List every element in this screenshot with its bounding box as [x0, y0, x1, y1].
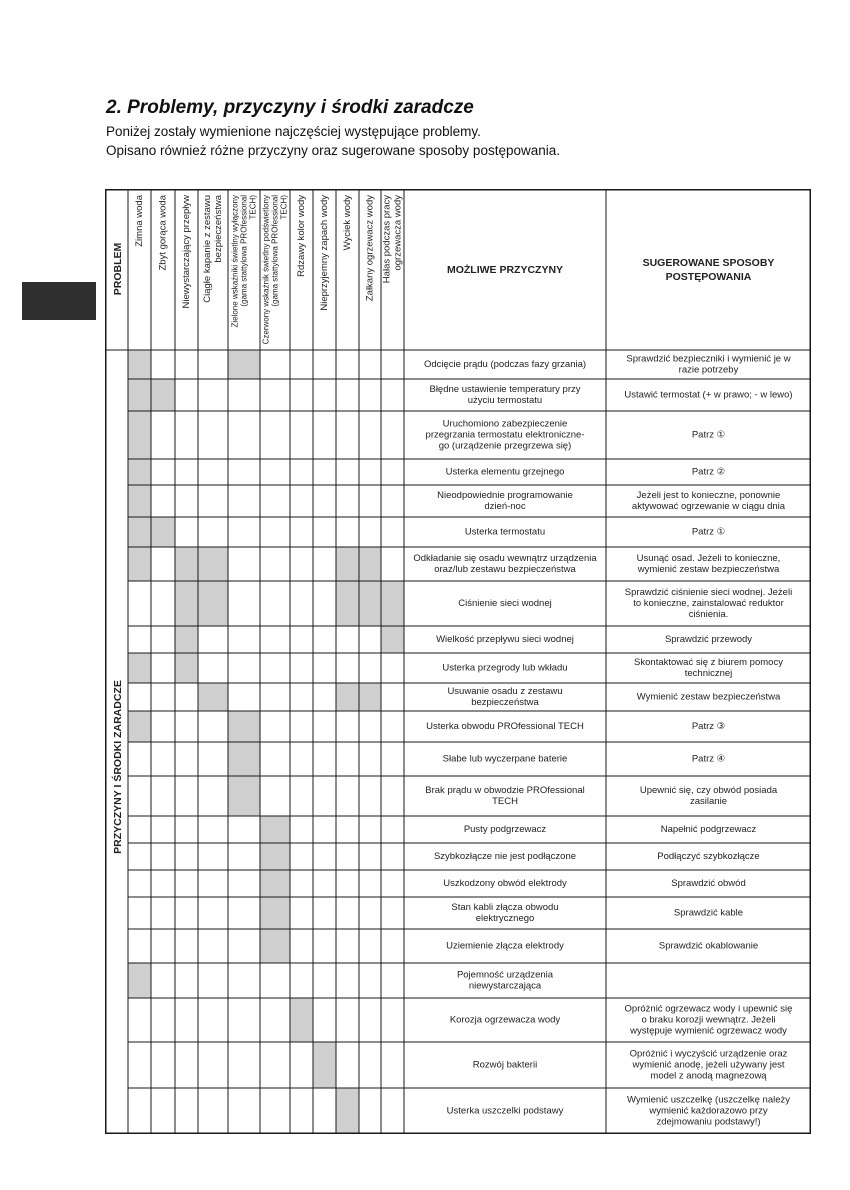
problem-mark	[175, 626, 198, 653]
remedy-text: zdejmowaniu podstawy!)	[656, 1116, 761, 1128]
intro-line-2: Opisano również różne przyczyny oraz sugerowane sposoby postępowania.	[106, 143, 560, 158]
problem-mark	[260, 929, 290, 963]
problem-label: Zbyt gorąca woda	[157, 195, 169, 271]
problem-mark	[128, 963, 151, 998]
problem-header: PROBLEM	[112, 242, 124, 296]
problem-mark	[198, 683, 228, 711]
problem-mark	[151, 517, 175, 547]
cause-text: Pojemność urządzenia	[456, 969, 554, 981]
problems-table	[105, 189, 811, 1134]
cause-text: Usterka przegrody lub wkładu	[442, 662, 568, 674]
problem-mark	[198, 547, 228, 581]
problem-mark	[359, 547, 381, 581]
problem-mark	[336, 581, 359, 626]
problem-label: bezpieczeństwa	[212, 195, 224, 263]
problem-label: Zimna woda	[134, 195, 145, 247]
remedy-text: Podłączyć szybkozłącze	[657, 851, 760, 862]
intro-line-1: Poniżej zostały wymienione najczęściej występujące problemy.	[106, 124, 481, 139]
remedy-text: wymienić anodę, jeżeli używany jest	[632, 1059, 785, 1071]
problem-mark	[381, 626, 404, 653]
problem-mark	[128, 711, 151, 742]
cause-text: Szybkozłącze nie jest podłączone	[433, 851, 577, 862]
cause-text: Uszkodzony obwód elektrody	[443, 878, 567, 889]
remedy-text: zasilanie	[690, 796, 727, 808]
problem-label: (gama stattylowa PROfessional	[270, 195, 280, 307]
remedy-text: Sprawdzić kable	[673, 907, 744, 919]
cause-text: Słabe lub wyczerpane baterie	[442, 753, 568, 765]
problem-label: Niewystarczający przepływ	[181, 195, 192, 309]
remedy-text: to konieczne, zainstalować reduktor	[633, 598, 784, 609]
remedy-text: Sprawdzić ciśnienie sieci wodnej. Jeżeli	[624, 586, 793, 598]
cause-text: bezpieczeństwa	[471, 697, 539, 709]
remedy-text: Opróżnić i wyczyścić urządzenie oraz	[629, 1048, 788, 1060]
remedy-text: wymienić zestaw bezpieczeństwa	[637, 564, 780, 576]
cause-text: Odcięcie prądu (podczas fazy grzania)	[423, 359, 587, 370]
remedy-text: Wymienić zestaw bezpieczeństwa	[636, 691, 781, 703]
remedy-text: Napełnić podgrzewacz	[660, 824, 757, 835]
cause-text: Usterka obwodu PROfessional TECH	[426, 721, 584, 732]
cause-text: Nieodpowiednie programowanie	[437, 489, 573, 501]
cause-text: Brak prądu w obwodzie PROfessional	[425, 784, 585, 796]
remedy-text: Patrz ①	[691, 526, 726, 538]
remedy-text: Patrz ③	[691, 721, 726, 732]
problem-mark	[151, 379, 175, 411]
cause-text: dzień-noc	[484, 501, 526, 513]
remedy-text: Sprawdzić przewody	[664, 634, 753, 645]
problem-mark	[175, 653, 198, 683]
remedy-text: Patrz ②	[691, 466, 726, 478]
problem-mark	[198, 581, 228, 626]
cause-text: elektrycznego	[475, 913, 535, 925]
remedy-text: technicznej	[684, 668, 733, 680]
cause-text: Uruchomiono zabezpieczenie	[442, 418, 568, 430]
remedy-text: wymienić każdorazowo przy	[649, 1105, 768, 1117]
problem-label: Załkany ogrzewacz wody	[364, 195, 376, 302]
remedy-text: Skontaktować się z biurem pomocy	[634, 656, 783, 668]
remedy-text: Opróżnić ogrzewacz wody i upewnić się	[624, 1003, 793, 1015]
problem-mark	[260, 816, 290, 843]
page-title: 2. Problemy, przyczyny i środki zaradcze	[106, 97, 474, 118]
remedy-text: ciśnienia.	[688, 609, 729, 621]
remedy-text: Sprawdzić obwód	[671, 878, 746, 889]
remedy-text: Patrz ④	[691, 753, 726, 765]
remedy-text: Upewnić się, czy obwód posiada	[639, 784, 778, 796]
problem-label: Zielone wskaźniki świetlny wyłączony	[230, 195, 240, 328]
cause-text: Błędne ustawienie temperatury przy	[429, 383, 581, 395]
remedy-text: Usunąć osad. Jeżeli to konieczne,	[636, 552, 781, 564]
problem-label: TECH)	[248, 195, 258, 220]
problem-label: Hałas podczas pracy	[381, 195, 393, 284]
problem-mark	[128, 350, 151, 379]
problem-mark	[128, 547, 151, 581]
problem-mark	[228, 350, 260, 379]
cause-text: Rozwój bakterii	[472, 1059, 538, 1071]
cause-text: oraz/lub zestawu bezpieczeństwa	[434, 564, 576, 576]
problem-mark	[128, 459, 151, 485]
causes-header: MOŻLIWE PRZYCZYNY	[446, 264, 564, 276]
problem-mark	[260, 897, 290, 929]
cause-text: użyciu termostatu	[467, 395, 543, 407]
problem-label: (gama stattylowa PROfessional	[239, 195, 249, 307]
problem-mark	[260, 843, 290, 870]
remedy-text: występuje wymienić ogrzewacz wody	[630, 1025, 787, 1037]
cause-text: przegrzania termostatu elektroniczne-	[425, 429, 585, 441]
cause-text: Ciśnienie sieci wodnej	[458, 598, 552, 609]
problem-mark	[128, 517, 151, 547]
cause-text: Korozja ogrzewacza wody	[449, 1014, 561, 1026]
remedy-text: Sprawdzić bezpieczniki i wymienić je w	[626, 353, 791, 365]
causes-side-label: PRZYCZYNY I ŚRODKI ZARADCZE	[112, 680, 124, 854]
problem-mark	[313, 1042, 336, 1088]
remedies-header: SUGEROWANE SPOSOBY	[642, 257, 775, 269]
cause-text: Odkładanie się osadu wewnątrz urządzenia	[413, 552, 597, 564]
problem-mark	[175, 581, 198, 626]
remedy-text: model z anodą magnezową	[650, 1070, 767, 1082]
remedy-text: aktywować ogrzewanie w ciągu dnia	[631, 501, 786, 513]
problem-mark	[128, 653, 151, 683]
problem-mark	[260, 870, 290, 897]
remedy-text: Patrz ①	[691, 429, 726, 441]
cause-text: Usuwanie osadu z zestawu	[447, 685, 563, 697]
cause-text: Pusty podgrzewacz	[463, 824, 547, 835]
problem-label: Rdzawy kolor wody	[296, 195, 307, 277]
problem-label: Czerwony wskaźnik świetlny podświetlony	[261, 195, 271, 345]
remedies-header: POSTĘPOWANIA	[665, 271, 752, 283]
problem-label: ogrzewacza wody	[392, 195, 404, 271]
problem-mark	[228, 776, 260, 816]
problem-mark	[128, 485, 151, 517]
remedy-text: Jeżeli jest to konieczne, ponownie	[636, 489, 781, 501]
cause-text: Usterka uszczelki podstawy	[446, 1105, 564, 1117]
problem-label: Nieprzyjemny zapach wody	[319, 195, 330, 311]
remedy-text: Ustawić termostat (+ w prawo; - w lewo)	[624, 389, 793, 401]
cause-text: Stan kabli złącza obwodu	[451, 901, 559, 913]
cause-text: Wielkość przepływu sieci wodnej	[436, 634, 574, 645]
problem-mark	[228, 742, 260, 776]
problem-label: TECH)	[279, 195, 289, 220]
remedy-text: Sprawdzić okablowanie	[658, 940, 759, 952]
remedy-text: Wymienić uszczelkę (uszczelkę należy	[626, 1094, 791, 1106]
problem-label: Ciągłe kapanie z zestawu	[202, 195, 214, 303]
problem-mark	[381, 581, 404, 626]
cause-text: go (urządzenie przegrzewa się)	[438, 440, 572, 452]
problem-mark	[336, 547, 359, 581]
remedy-text: razie potrzeby	[678, 364, 739, 376]
cause-text: niewystarczająca	[468, 980, 542, 992]
problem-mark	[128, 379, 151, 411]
problem-label: Wyciek wody	[342, 195, 353, 251]
problem-mark	[175, 547, 198, 581]
cause-text: Usterka termostatu	[464, 526, 546, 538]
problem-mark	[290, 998, 313, 1042]
problem-mark	[359, 683, 381, 711]
cause-text: TECH	[492, 796, 518, 808]
problem-mark	[128, 411, 151, 459]
problem-mark	[228, 711, 260, 742]
problem-mark	[336, 683, 359, 711]
remedy-text: o braku korozji wewnątrz. Jeżeli	[641, 1014, 776, 1026]
cause-text: Uziemienie złącza elektrody	[446, 940, 564, 952]
section-tab-marker	[22, 282, 96, 320]
cause-text: Usterka elementu grzejnego	[445, 466, 565, 478]
problem-mark	[336, 1088, 359, 1134]
problem-mark	[359, 581, 381, 626]
